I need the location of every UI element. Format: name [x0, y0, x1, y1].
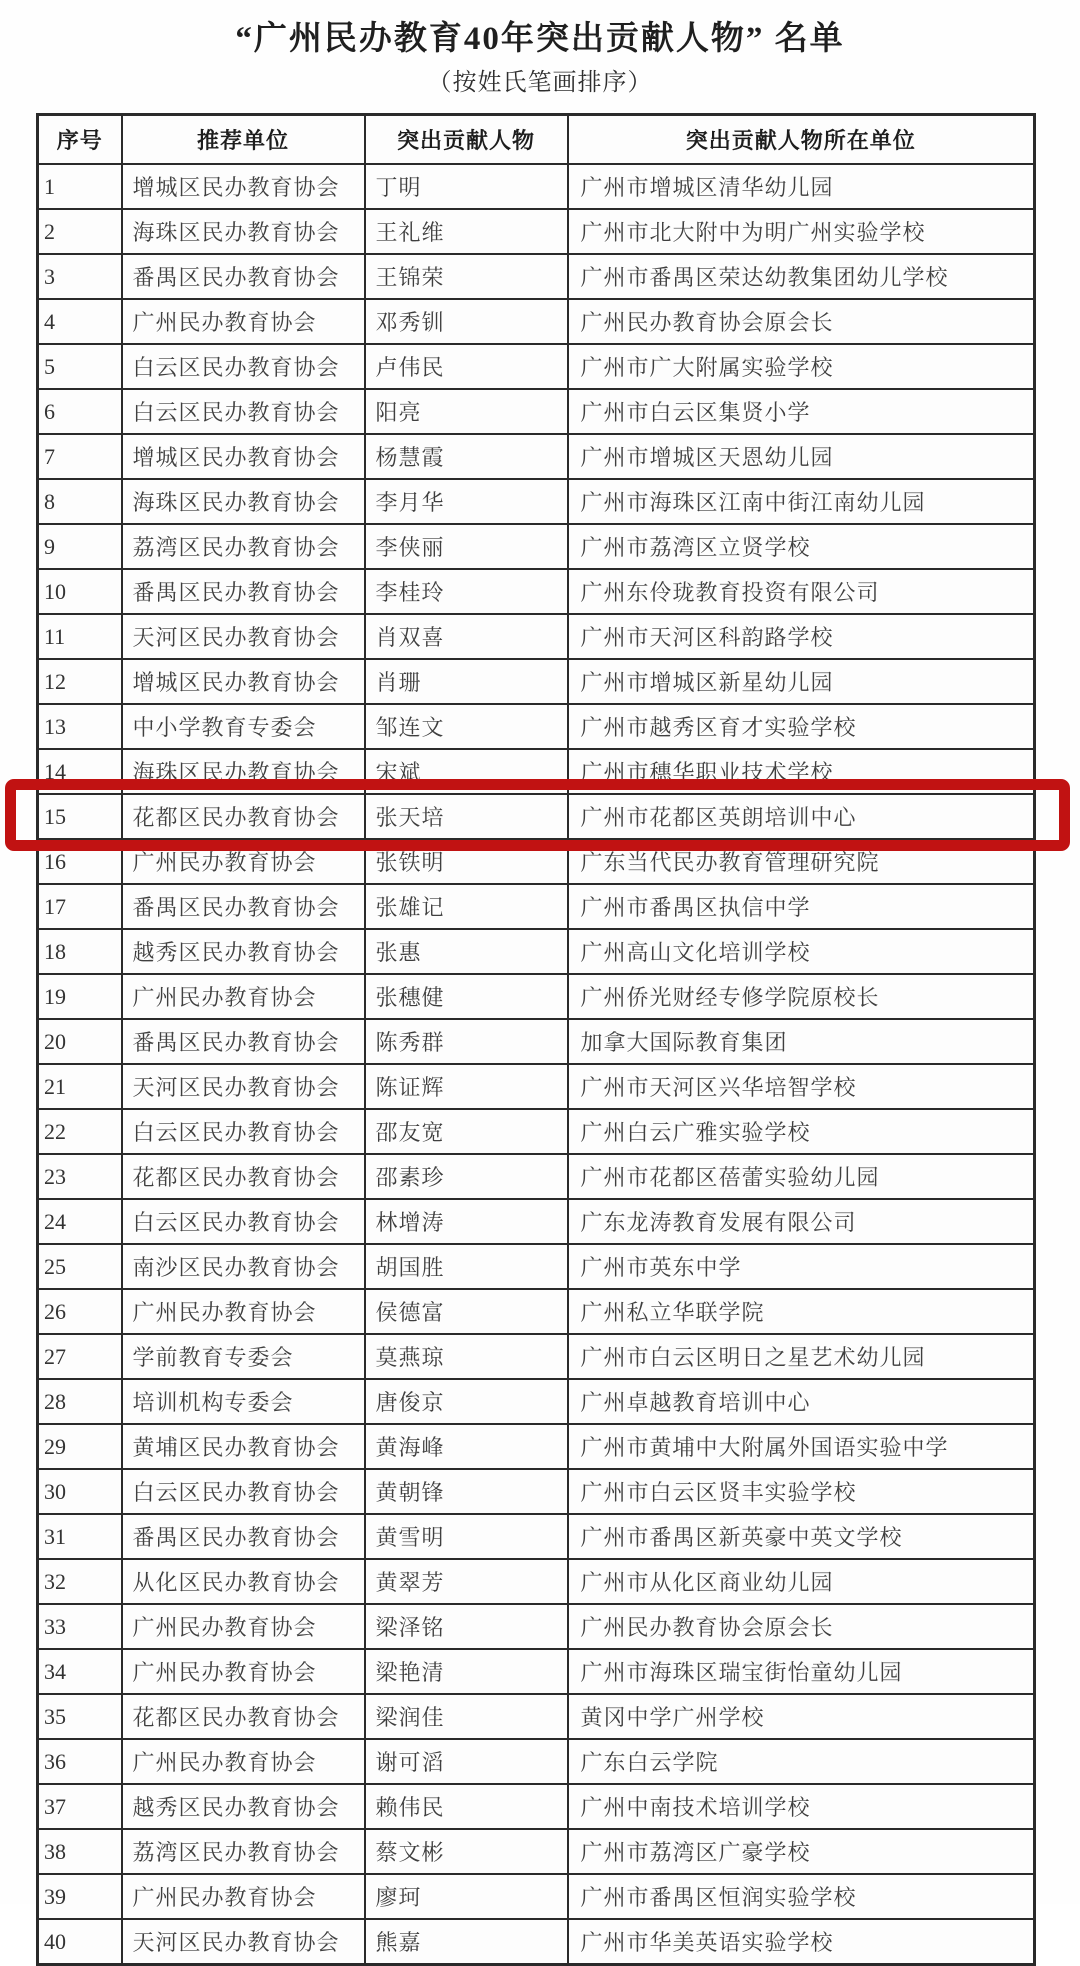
cell-org: 广州市白云区贤丰实验学校 — [568, 1469, 1035, 1514]
cell-recommender: 越秀区民办教育协会 — [122, 1784, 365, 1829]
cell-person: 熊嘉 — [365, 1919, 568, 1965]
table-row — [38, 794, 1035, 839]
cell-recommender: 增城区民办教育协会 — [122, 434, 365, 479]
table-row — [38, 659, 1035, 704]
cell-recommender: 广州民办教育协会 — [122, 1604, 365, 1649]
cell-org: 广州市番禺区执信中学 — [568, 884, 1035, 929]
cell-org: 广州市白云区明日之星艺术幼儿园 — [568, 1334, 1035, 1379]
cell-org: 广州东伶珑教育投资有限公司 — [568, 569, 1035, 614]
cell-no: 23 — [38, 1154, 122, 1199]
cell-no: 6 — [38, 389, 122, 434]
cell-recommender: 花都区民办教育协会 — [122, 1154, 365, 1199]
cell-no: 12 — [38, 659, 122, 704]
cell-no: 8 — [38, 479, 122, 524]
table-row — [38, 434, 1035, 479]
cell-org: 广州中南技术培训学校 — [568, 1784, 1035, 1829]
cell-recommender: 中小学教育专委会 — [122, 704, 365, 749]
table-row — [38, 344, 1035, 389]
cell-person: 黄翠芳 — [365, 1559, 568, 1604]
cell-org: 广州市番禺区恒润实验学校 — [568, 1874, 1035, 1919]
contributors-table — [36, 113, 1036, 1966]
cell-recommender: 培训机构专委会 — [122, 1379, 365, 1424]
table-row — [38, 1244, 1035, 1289]
table-row — [38, 929, 1035, 974]
cell-person: 廖珂 — [365, 1874, 568, 1919]
cell-org: 广州市穗华职业技术学校 — [568, 749, 1035, 794]
column-header: 推荐单位 — [122, 115, 365, 165]
cell-no: 16 — [38, 839, 122, 884]
cell-person: 梁泽铭 — [365, 1604, 568, 1649]
cell-no: 35 — [38, 1694, 122, 1739]
cell-person: 李月华 — [365, 479, 568, 524]
cell-org: 广州市番禺区新英豪中英文学校 — [568, 1514, 1035, 1559]
cell-person: 李桂玲 — [365, 569, 568, 614]
table-row — [38, 524, 1035, 569]
cell-person: 胡国胜 — [365, 1244, 568, 1289]
cell-org: 广州市增城区新星幼儿园 — [568, 659, 1035, 704]
cell-no: 5 — [38, 344, 122, 389]
cell-org: 广州侨光财经专修学院原校长 — [568, 974, 1035, 1019]
cell-no: 34 — [38, 1649, 122, 1694]
cell-person: 侯德富 — [365, 1289, 568, 1334]
cell-org: 黄冈中学广州学校 — [568, 1694, 1035, 1739]
cell-person: 阳亮 — [365, 389, 568, 434]
cell-recommender: 花都区民办教育协会 — [122, 794, 365, 839]
table-row — [38, 209, 1035, 254]
cell-recommender: 天河区民办教育协会 — [122, 614, 365, 659]
cell-person: 黄海峰 — [365, 1424, 568, 1469]
cell-recommender: 白云区民办教育协会 — [122, 389, 365, 434]
table-row — [38, 839, 1035, 884]
cell-recommender: 海珠区民办教育协会 — [122, 749, 365, 794]
cell-recommender: 广州民办教育协会 — [122, 299, 365, 344]
cell-no: 17 — [38, 884, 122, 929]
cell-recommender: 学前教育专委会 — [122, 1334, 365, 1379]
column-header: 序号 — [38, 115, 122, 165]
cell-recommender: 番禺区民办教育协会 — [122, 884, 365, 929]
cell-org: 广州卓越教育培训中心 — [568, 1379, 1035, 1424]
cell-recommender: 广州民办教育协会 — [122, 1874, 365, 1919]
cell-recommender: 天河区民办教育协会 — [122, 1919, 365, 1965]
cell-person: 邵素珍 — [365, 1154, 568, 1199]
cell-person: 唐俊京 — [365, 1379, 568, 1424]
cell-recommender: 增城区民办教育协会 — [122, 164, 365, 209]
table-body — [38, 164, 1035, 1965]
cell-recommender: 广州民办教育协会 — [122, 1649, 365, 1694]
cell-org: 广州市海珠区江南中街江南幼儿园 — [568, 479, 1035, 524]
cell-recommender: 荔湾区民办教育协会 — [122, 524, 365, 569]
cell-org: 广州市白云区集贤小学 — [568, 389, 1035, 434]
cell-no: 28 — [38, 1379, 122, 1424]
cell-no: 7 — [38, 434, 122, 479]
table-row — [38, 1379, 1035, 1424]
table-row — [38, 1424, 1035, 1469]
cell-no: 2 — [38, 209, 122, 254]
cell-org: 广州市海珠区瑞宝街怡童幼儿园 — [568, 1649, 1035, 1694]
cell-org: 广州市花都区英朗培训中心 — [568, 794, 1035, 839]
cell-no: 20 — [38, 1019, 122, 1064]
cell-person: 王锦荣 — [365, 254, 568, 299]
table-header-row — [38, 115, 1035, 165]
page-title: “广州民办教育40年突出贡献人物” 名单 — [235, 21, 845, 57]
table-row — [38, 1649, 1035, 1694]
cell-recommender: 番禺区民办教育协会 — [122, 1514, 365, 1559]
cell-no: 11 — [38, 614, 122, 659]
table-row — [38, 1019, 1035, 1064]
table-row — [38, 254, 1035, 299]
table-row — [38, 479, 1035, 524]
cell-no: 14 — [38, 749, 122, 794]
cell-no: 19 — [38, 974, 122, 1019]
table-row — [38, 1064, 1035, 1109]
cell-org: 广州市华美英语实验学校 — [568, 1919, 1035, 1965]
cell-person: 赖伟民 — [365, 1784, 568, 1829]
cell-person: 张天培 — [365, 794, 568, 839]
cell-person: 梁艳清 — [365, 1649, 568, 1694]
table-row — [38, 569, 1035, 614]
cell-no: 40 — [38, 1919, 122, 1965]
cell-recommender: 番禺区民办教育协会 — [122, 254, 365, 299]
table-row — [38, 299, 1035, 344]
cell-org: 广州市英东中学 — [568, 1244, 1035, 1289]
table-row — [38, 389, 1035, 434]
cell-recommender: 广州民办教育协会 — [122, 839, 365, 884]
cell-person: 杨慧霞 — [365, 434, 568, 479]
cell-no: 18 — [38, 929, 122, 974]
table-row — [38, 1334, 1035, 1379]
cell-person: 梁润佳 — [365, 1694, 568, 1739]
cell-no: 13 — [38, 704, 122, 749]
cell-person: 肖珊 — [365, 659, 568, 704]
cell-person: 宋斌 — [365, 749, 568, 794]
cell-org: 广州白云广雅实验学校 — [568, 1109, 1035, 1154]
page-subtitle: （按姓氏笔画排序） — [427, 70, 653, 96]
column-header: 突出贡献人物所在单位 — [568, 115, 1035, 165]
table-row — [38, 704, 1035, 749]
cell-person: 张穗健 — [365, 974, 568, 1019]
cell-recommender: 白云区民办教育协会 — [122, 344, 365, 389]
cell-no: 37 — [38, 1784, 122, 1829]
cell-person: 卢伟民 — [365, 344, 568, 389]
cell-recommender: 广州民办教育协会 — [122, 974, 365, 1019]
cell-person: 邵友宽 — [365, 1109, 568, 1154]
cell-recommender: 白云区民办教育协会 — [122, 1469, 365, 1514]
cell-org: 广州市天河区科韵路学校 — [568, 614, 1035, 659]
cell-recommender: 增城区民办教育协会 — [122, 659, 365, 704]
cell-no: 25 — [38, 1244, 122, 1289]
cell-person: 肖双喜 — [365, 614, 568, 659]
cell-recommender: 番禺区民办教育协会 — [122, 569, 365, 614]
table-row — [38, 1199, 1035, 1244]
table-row — [38, 1784, 1035, 1829]
cell-no: 22 — [38, 1109, 122, 1154]
table-row — [38, 1829, 1035, 1874]
table-row — [38, 1694, 1035, 1739]
table-row — [38, 1154, 1035, 1199]
cell-org: 广州市黄埔中大附属外国语实验中学 — [568, 1424, 1035, 1469]
table-row — [38, 1739, 1035, 1784]
cell-org: 广州市增城区天恩幼儿园 — [568, 434, 1035, 479]
cell-person: 蔡文彬 — [365, 1829, 568, 1874]
cell-org: 广州市从化区商业幼儿园 — [568, 1559, 1035, 1604]
cell-no: 39 — [38, 1874, 122, 1919]
cell-recommender: 从化区民办教育协会 — [122, 1559, 365, 1604]
table-row — [38, 1559, 1035, 1604]
cell-recommender: 白云区民办教育协会 — [122, 1199, 365, 1244]
cell-no: 31 — [38, 1514, 122, 1559]
cell-org: 广东白云学院 — [568, 1739, 1035, 1784]
cell-recommender: 荔湾区民办教育协会 — [122, 1829, 365, 1874]
table-row — [38, 614, 1035, 659]
cell-person: 林增涛 — [365, 1199, 568, 1244]
cell-org: 广东当代民办教育管理研究院 — [568, 839, 1035, 884]
cell-no: 3 — [38, 254, 122, 299]
cell-no: 10 — [38, 569, 122, 614]
cell-org: 广州市天河区兴华培智学校 — [568, 1064, 1035, 1109]
cell-no: 24 — [38, 1199, 122, 1244]
cell-org: 广州市花都区蓓蕾实验幼儿园 — [568, 1154, 1035, 1199]
cell-org: 广州市增城区清华幼儿园 — [568, 164, 1035, 209]
cell-no: 4 — [38, 299, 122, 344]
cell-recommender: 花都区民办教育协会 — [122, 1694, 365, 1739]
cell-recommender: 广州民办教育协会 — [122, 1739, 365, 1784]
cell-person: 莫燕琼 — [365, 1334, 568, 1379]
cell-org: 广州市荔湾区立贤学校 — [568, 524, 1035, 569]
cell-person: 王礼维 — [365, 209, 568, 254]
cell-no: 27 — [38, 1334, 122, 1379]
table-row — [38, 1604, 1035, 1649]
cell-no: 33 — [38, 1604, 122, 1649]
cell-org: 广州市北大附中为明广州实验学校 — [568, 209, 1035, 254]
cell-no: 1 — [38, 164, 122, 209]
cell-no: 9 — [38, 524, 122, 569]
cell-person: 黄雪明 — [365, 1514, 568, 1559]
cell-org: 广州民办教育协会原会长 — [568, 1604, 1035, 1649]
table-row — [38, 164, 1035, 209]
cell-person: 张雄记 — [365, 884, 568, 929]
cell-person: 陈证辉 — [365, 1064, 568, 1109]
table-row — [38, 1514, 1035, 1559]
cell-person: 丁明 — [365, 164, 568, 209]
table-row — [38, 749, 1035, 794]
table-row — [38, 974, 1035, 1019]
cell-recommender: 海珠区民办教育协会 — [122, 209, 365, 254]
table-row — [38, 884, 1035, 929]
cell-org: 广东龙涛教育发展有限公司 — [568, 1199, 1035, 1244]
cell-no: 29 — [38, 1424, 122, 1469]
cell-no: 36 — [38, 1739, 122, 1784]
cell-recommender: 白云区民办教育协会 — [122, 1109, 365, 1154]
cell-org: 广州私立华联学院 — [568, 1289, 1035, 1334]
cell-no: 38 — [38, 1829, 122, 1874]
table-row — [38, 1109, 1035, 1154]
cell-person: 李侠丽 — [365, 524, 568, 569]
column-header: 突出贡献人物 — [365, 115, 568, 165]
cell-no: 21 — [38, 1064, 122, 1109]
cell-org: 广州市番禺区荣达幼教集团幼儿学校 — [568, 254, 1035, 299]
cell-no: 15 — [38, 794, 122, 839]
cell-org: 广州民办教育协会原会长 — [568, 299, 1035, 344]
cell-recommender: 广州民办教育协会 — [122, 1289, 365, 1334]
cell-person: 邓秀钏 — [365, 299, 568, 344]
cell-org: 广州市荔湾区广豪学校 — [568, 1829, 1035, 1874]
cell-no: 30 — [38, 1469, 122, 1514]
table-row — [38, 1289, 1035, 1334]
cell-no: 32 — [38, 1559, 122, 1604]
cell-person: 张惠 — [365, 929, 568, 974]
cell-recommender: 黄埔区民办教育协会 — [122, 1424, 365, 1469]
table-row — [38, 1919, 1035, 1965]
cell-org: 广州高山文化培训学校 — [568, 929, 1035, 974]
cell-person: 张铁明 — [365, 839, 568, 884]
cell-org: 加拿大国际教育集团 — [568, 1019, 1035, 1064]
table-row — [38, 1469, 1035, 1514]
cell-org: 广州市广大附属实验学校 — [568, 344, 1035, 389]
cell-recommender: 越秀区民办教育协会 — [122, 929, 365, 974]
cell-recommender: 番禺区民办教育协会 — [122, 1019, 365, 1064]
cell-person: 邹连文 — [365, 704, 568, 749]
cell-person: 黄朝锋 — [365, 1469, 568, 1514]
cell-org: 广州市越秀区育才实验学校 — [568, 704, 1035, 749]
cell-no: 26 — [38, 1289, 122, 1334]
cell-recommender: 南沙区民办教育协会 — [122, 1244, 365, 1289]
cell-person: 谢可滔 — [365, 1739, 568, 1784]
cell-recommender: 海珠区民办教育协会 — [122, 479, 365, 524]
cell-recommender: 天河区民办教育协会 — [122, 1064, 365, 1109]
table-row — [38, 1874, 1035, 1919]
cell-person: 陈秀群 — [365, 1019, 568, 1064]
